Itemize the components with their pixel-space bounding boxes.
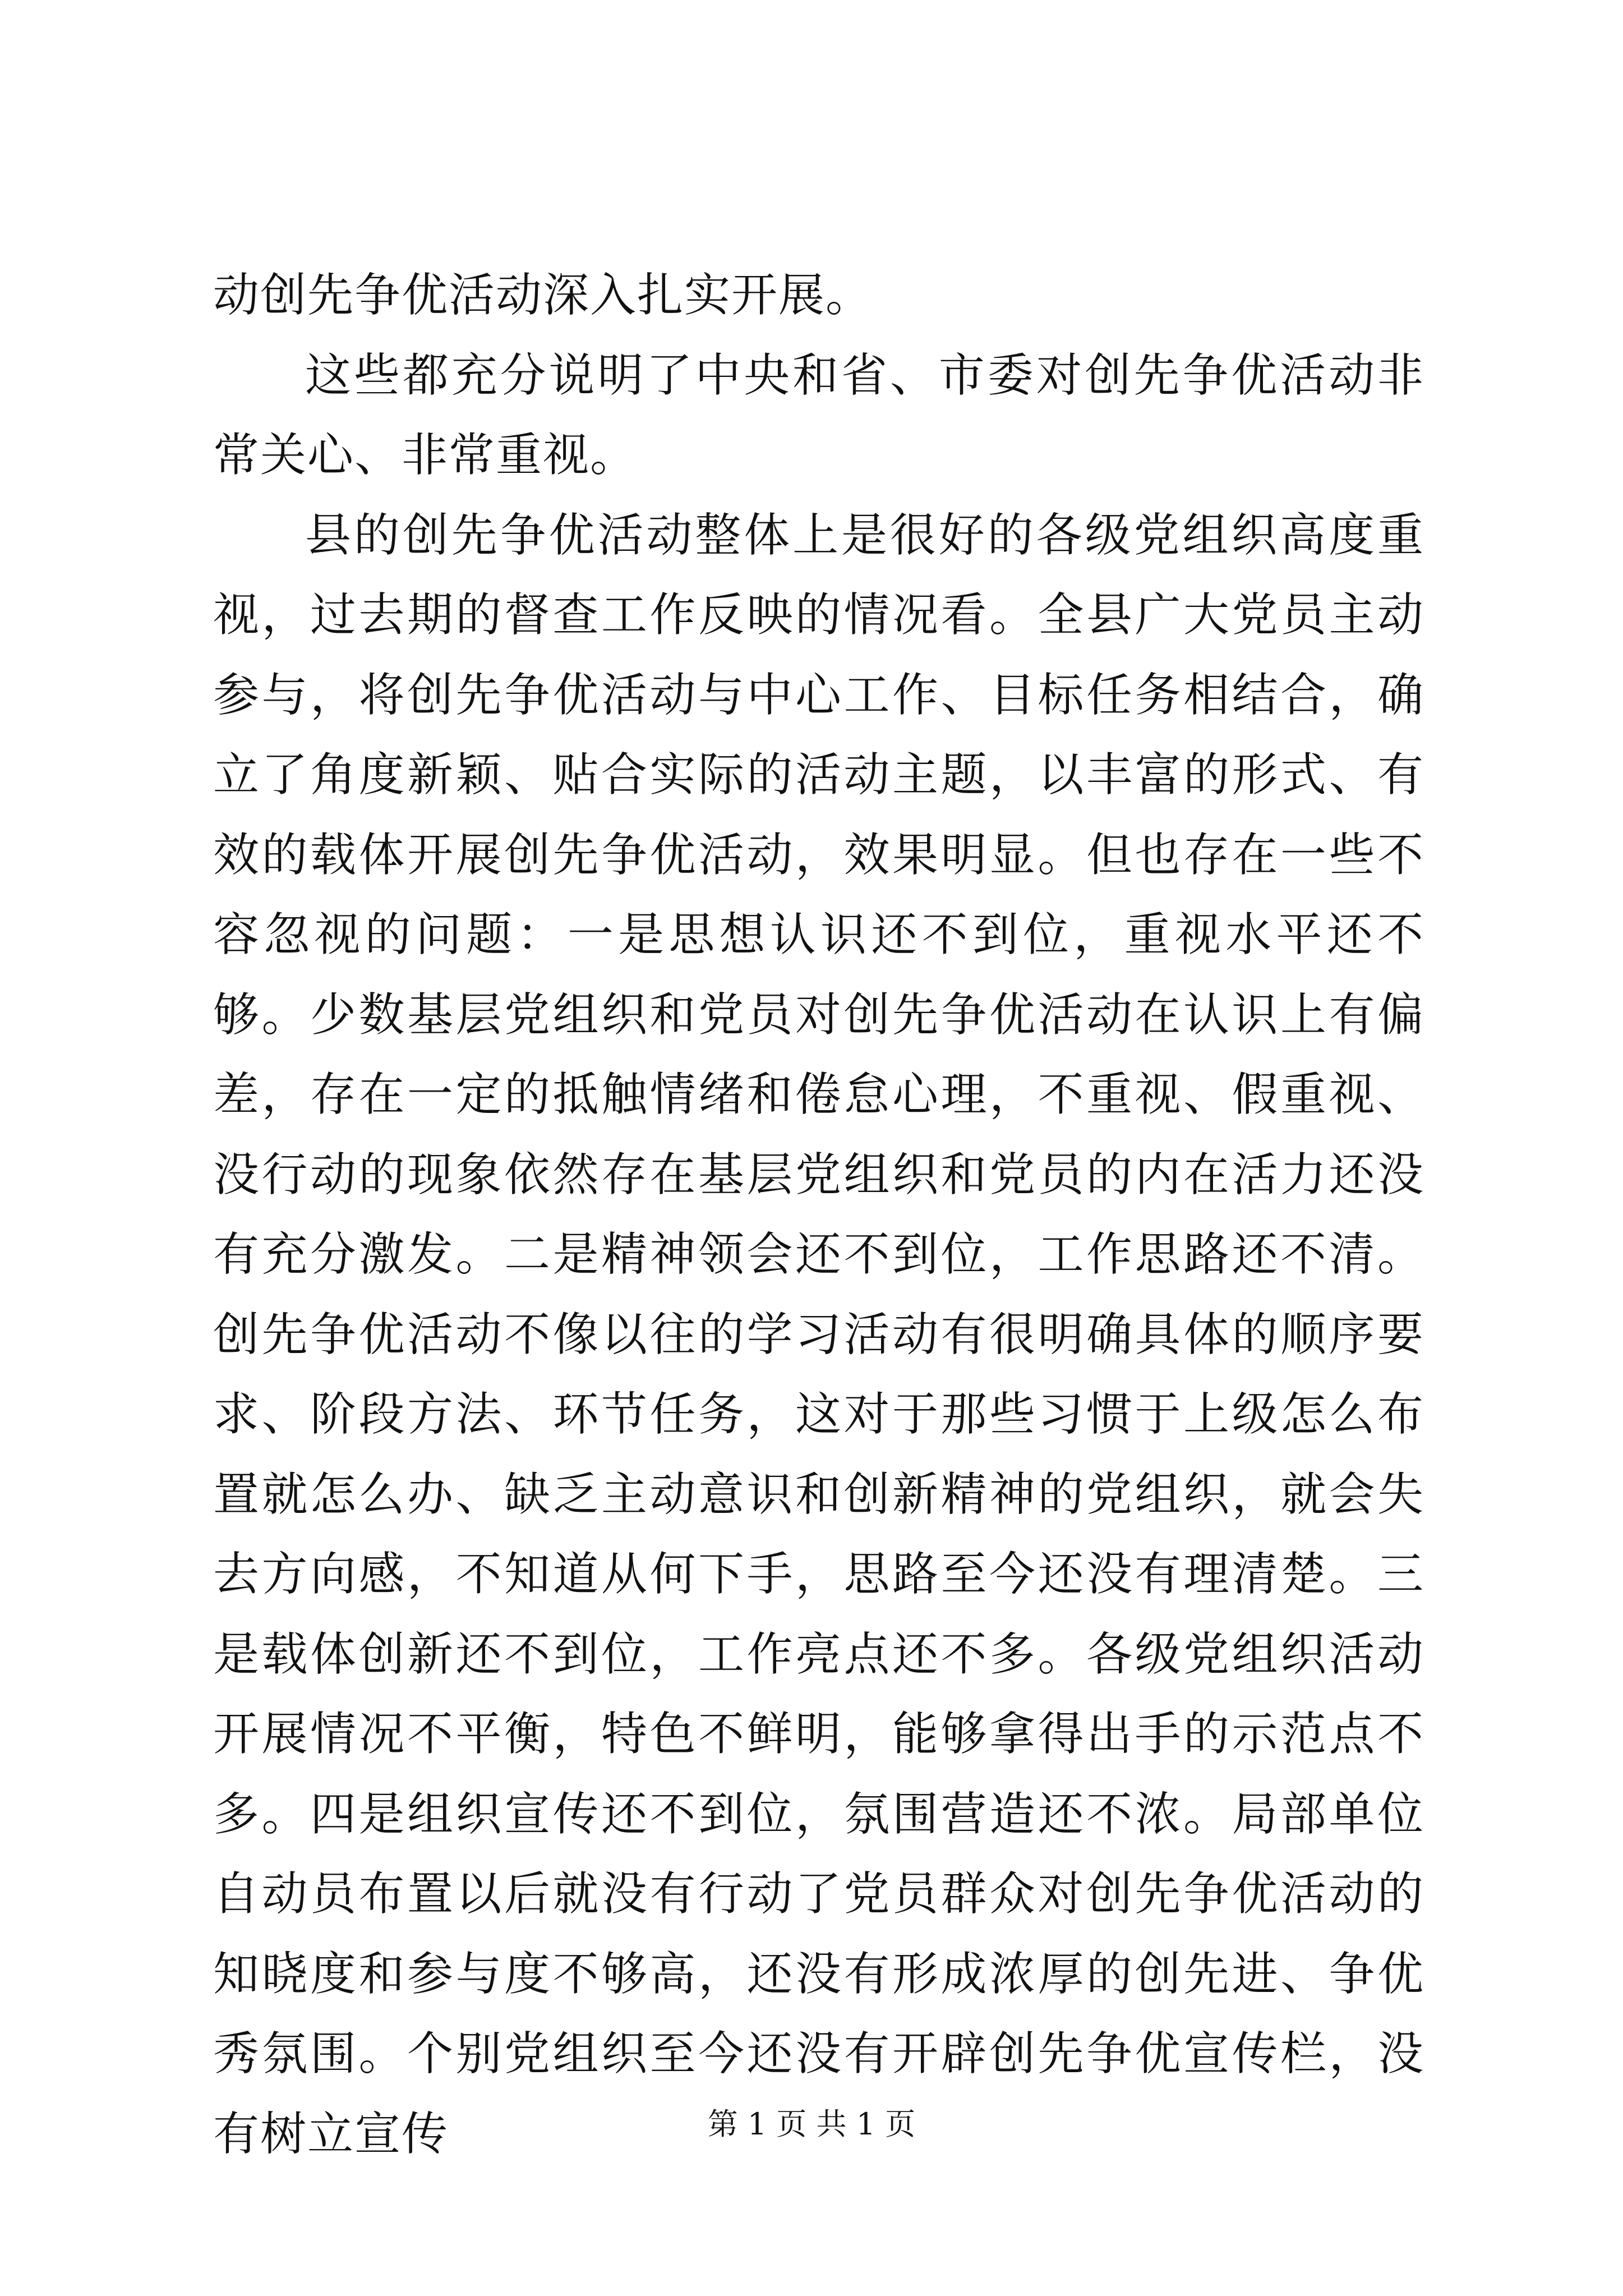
paragraph-assessment: 县的创先争优活动整体上是很好的各级党组织高度重视，过去期的督查工作反映的情况看。全县广大党员主动参与，将创先争优活动与中心工作、目标任务相结合，确立了角度新颖、贴合实际的活动主题，以丰富的形式、有效的载体开展创先争优活动，效果明显。但也存在一些不容忽视的问题：一是思想认识还不到位，重视水平还不够。少数基层党组织和党员对创先争优活动在认识上有偏差，存在一定的抵触情绪和倦怠心理，不重视、假重视、没行动的现象依然存在基层党组织和党员的内在活力还没有充分激发。二是精神领会还不到位，工作思路还不清。创先争优活动不像以往的学习活动有很明确具体的顺序要求、阶段方法、环节任务，这对于那些习惯于上级怎么布置就怎么办、缺乏主动意识和创新精神的党组织，就会失去方向感，不知道从何下手，思路至今还没有理清楚。三是载体创新还不到位，工作亮点还不多。各级党组织活动开展情况不平衡，特色不鲜明，能够拿得出手的示范点不多。四是组织宣传还不到位，氛围营造还不浓。局部单位自动员布置以后就没有行动了党员群众对创先争优活动的知晓度和参与度不够高，还没有形成浓厚的创先进、争优秀氛围。个别党组织至今还没有开辟创先争优宣传栏，没有树立宣传 — [213, 508, 1424, 2161]
page-footer: 第 1 页 共 1 页 — [707, 2106, 916, 2142]
paragraph-emphasis: 这些都充分说明了中央和省、市委对创先争优活动非常关心、非常重视。 — [213, 348, 1424, 482]
document-body — [213, 256, 1424, 2174]
paragraph-continuation: 动创先争优活动深入扎实开展。 — [213, 269, 873, 322]
